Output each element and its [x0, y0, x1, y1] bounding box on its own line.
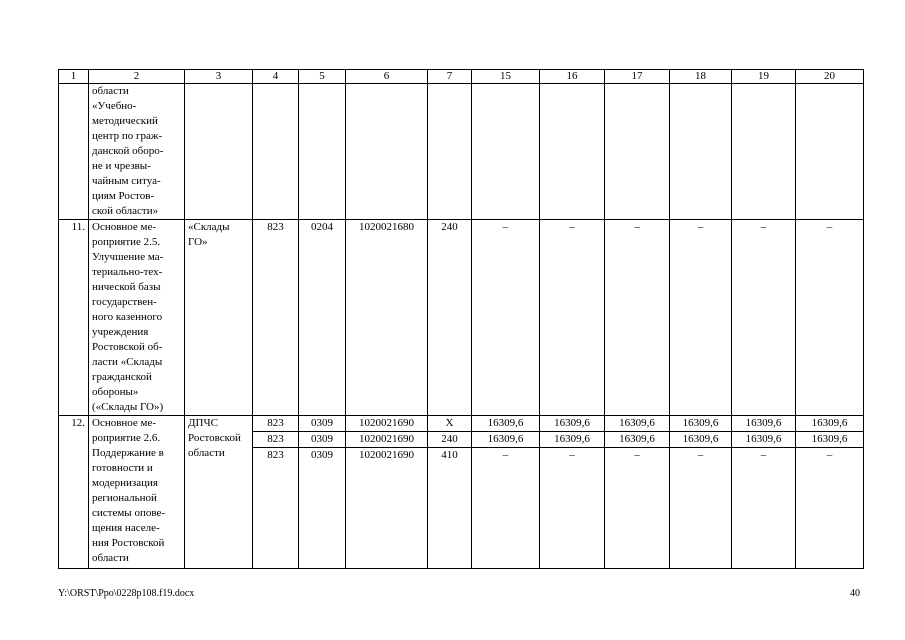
activity-name: Основное ме- роприятие 2.6. Поддержание в готовности и модернизация региональной системы опове- щения населе- ния Ростовской области: [89, 416, 185, 569]
amount-cell: 16309,6: [540, 416, 605, 432]
amount-cell: 16309,6: [732, 432, 796, 448]
executor: ДПЧС Ростовской области: [185, 416, 253, 569]
activity-name: Основное ме- роприятие 2.5. Улучшение ма- териально-тех- нической базы государствен- ного казенного учреждения Ростовской об- ласти «Склады гражданской обороны» («Склады ГО»): [89, 220, 185, 416]
code-cell: [253, 84, 299, 220]
code-cell: 410: [428, 448, 472, 569]
column-header: 4: [253, 70, 299, 84]
amount-cell: –: [796, 448, 864, 569]
code-cell: 0309: [299, 416, 346, 432]
amount-cell: –: [605, 220, 670, 416]
table-row: [59, 416, 864, 432]
amount-cell: 16309,6: [540, 432, 605, 448]
column-header: 6: [346, 70, 428, 84]
amount-cell: [605, 84, 670, 220]
executor: [185, 84, 253, 220]
amount-cell: –: [472, 448, 540, 569]
table-row: [59, 220, 864, 416]
code-cell: 823: [253, 448, 299, 569]
amount-cell: 16309,6: [605, 432, 670, 448]
column-header: 2: [89, 70, 185, 84]
code-cell: 240: [428, 220, 472, 416]
row-number: 11.: [59, 220, 89, 416]
amount-cell: –: [732, 220, 796, 416]
code-cell: [428, 84, 472, 220]
amount-cell: –: [670, 220, 732, 416]
column-header: 17: [605, 70, 670, 84]
amount-cell: 16309,6: [796, 416, 864, 432]
code-cell: 0309: [299, 432, 346, 448]
amount-cell: 16309,6: [796, 432, 864, 448]
column-header: 7: [428, 70, 472, 84]
code-cell: 823: [253, 432, 299, 448]
amount-cell: [670, 84, 732, 220]
budget-table: [58, 69, 864, 569]
executor: «Склады ГО»: [185, 220, 253, 416]
amount-cell: –: [796, 220, 864, 416]
file-path: Y:\ORST\Ppo\0228p108.f19.docx: [58, 588, 195, 599]
code-cell: 1020021690: [346, 416, 428, 432]
code-cell: 0204: [299, 220, 346, 416]
amount-cell: [796, 84, 864, 220]
code-cell: 823: [253, 416, 299, 432]
amount-cell: –: [540, 448, 605, 569]
amount-cell: –: [605, 448, 670, 569]
amount-cell: 16309,6: [670, 416, 732, 432]
amount-cell: 16309,6: [670, 432, 732, 448]
amount-cell: [540, 84, 605, 220]
amount-cell: 16309,6: [605, 416, 670, 432]
code-cell: 823: [253, 220, 299, 416]
code-cell: Х: [428, 416, 472, 432]
amount-cell: 16309,6: [732, 416, 796, 432]
amount-cell: 16309,6: [472, 416, 540, 432]
amount-cell: 16309,6: [472, 432, 540, 448]
column-header: 1: [59, 70, 89, 84]
column-header: 16: [540, 70, 605, 84]
column-header: 5: [299, 70, 346, 84]
code-cell: 240: [428, 432, 472, 448]
code-cell: 1020021690: [346, 448, 428, 569]
row-number: [59, 84, 89, 220]
column-header: 15: [472, 70, 540, 84]
activity-name: области «Учебно- методический центр по граж- данской оборо- не и чрезвы- чайным ситуа- циям Ростов- ской области»: [89, 84, 185, 220]
code-cell: 1020021690: [346, 432, 428, 448]
code-cell: [299, 84, 346, 220]
amount-cell: –: [732, 448, 796, 569]
code-cell: 1020021680: [346, 220, 428, 416]
row-number: 12.: [59, 416, 89, 569]
code-cell: 0309: [299, 448, 346, 569]
column-header: 3: [185, 70, 253, 84]
column-header: 18: [670, 70, 732, 84]
amount-cell: –: [540, 220, 605, 416]
amount-cell: [732, 84, 796, 220]
table-row: [59, 84, 864, 220]
amount-cell: [472, 84, 540, 220]
amount-cell: –: [472, 220, 540, 416]
page-number: 40: [850, 588, 860, 599]
table-header-row: [59, 70, 864, 84]
column-header: 20: [796, 70, 864, 84]
code-cell: [346, 84, 428, 220]
amount-cell: –: [670, 448, 732, 569]
column-header: 19: [732, 70, 796, 84]
